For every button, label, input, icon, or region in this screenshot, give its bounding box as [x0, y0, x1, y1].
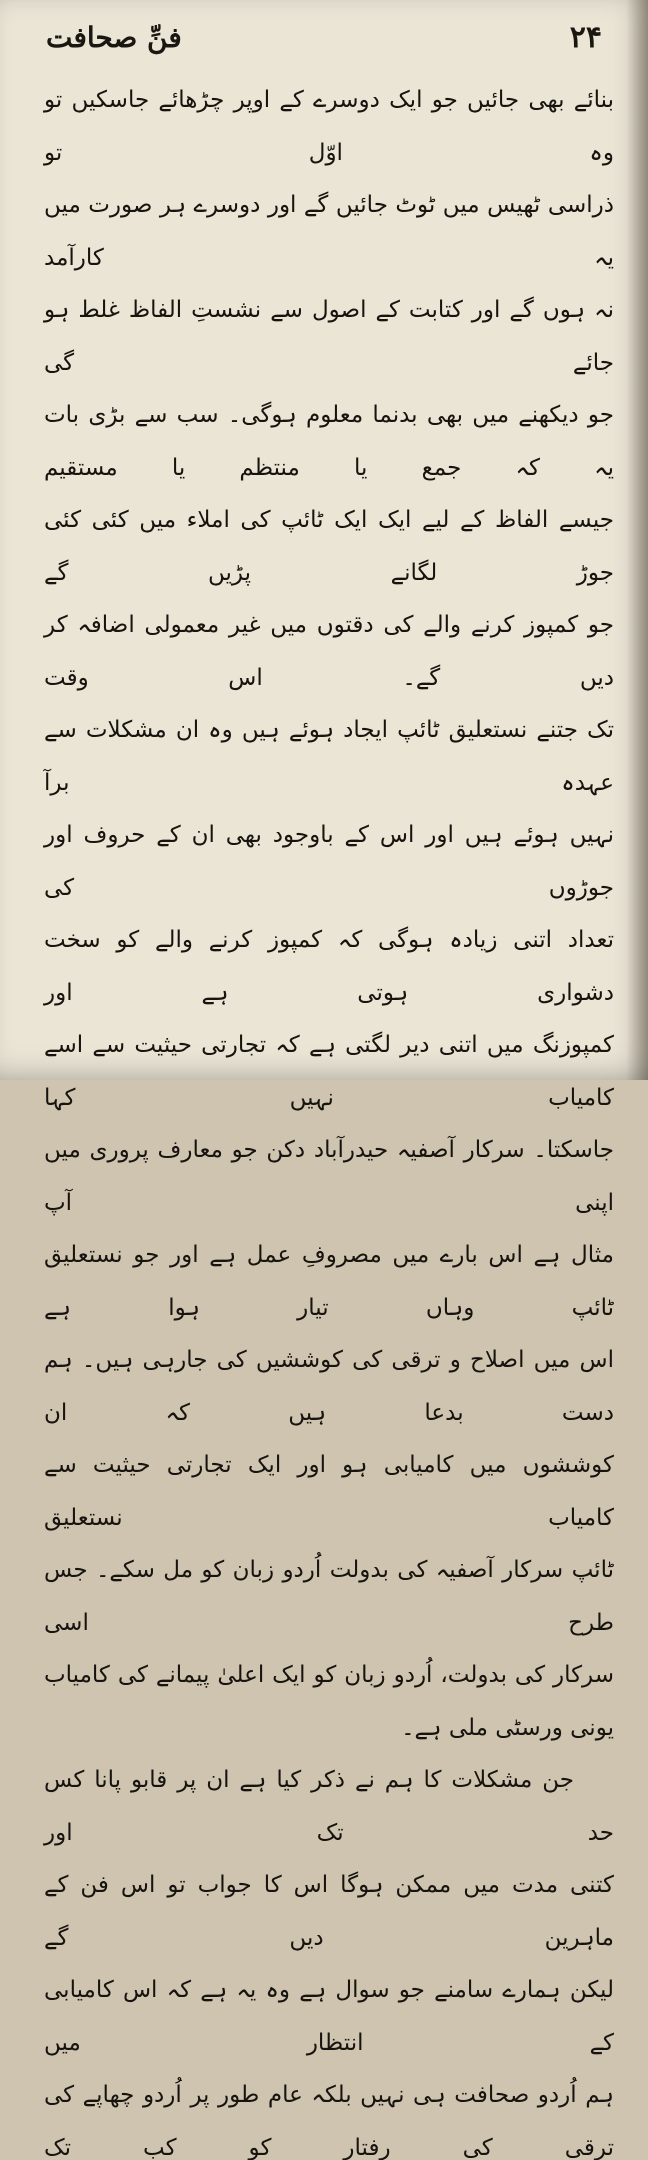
- body-text: [44, 74, 614, 2160]
- page-header: [36, 18, 612, 58]
- running-title: فنِّ صحافت: [46, 21, 182, 54]
- text-line: کمپوزنگ میں اتنی دیر لگتی ہے کہ تجارتی حیثیت سے اسے کامیاب نہیں کہا: [44, 1032, 614, 1111]
- text-line: ہم اُردو صحافت ہی نہیں بلکہ عام طور پر اُردو چھاپے کی ترقی کی رفتار کو کب تک: [44, 2082, 614, 2160]
- page-number: ۲۴: [569, 20, 602, 55]
- text-line: کوششوں میں کامیابی ہو اور ایک تجارتی حیثیت سے کامیاب نستعلیق: [44, 1452, 614, 1531]
- text-line: لیکن ہمارے سامنے جو سوال ہے وہ یہ ہے کہ اس کامیابی کے انتظار میں: [44, 1977, 614, 2056]
- text-line: نہیں ہوئے ہیں اور اس کے باوجود بھی ان کے حروف اور جوڑوں کی: [44, 822, 614, 901]
- text-line: مثال ہے اس بارے میں مصروفِ عمل ہے اور جو نستعلیق ٹائپ وہاں تیار ہوا ہے: [44, 1242, 614, 1321]
- text-line: جیسے الفاظ کے لیے ایک ایک ٹائپ کی املاء میں کئی کئی جوڑ لگانے پڑیں گے: [44, 507, 614, 586]
- page-edge-shadow: [626, 0, 648, 1080]
- text-line: جن مشکلات کا ہم نے ذکر کیا ہے ان پر قابو پانا کس حد تک اور: [44, 1767, 614, 1846]
- text-line-last: یونی ورسٹی ملی ہے۔: [401, 1714, 614, 1741]
- text-line: ٹائپ سرکار آصفیہ کی بدولت اُردو زبان کو مل سکے۔ جس طرح اسی: [44, 1557, 614, 1636]
- text-line: ذراسی ٹھیس میں ٹوٹ جائیں گے اور دوسرے ہر صورت میں یہ کارآمد: [44, 192, 614, 271]
- text-line: جاسکتا۔ سرکار آصفیہ حیدرآباد دکن جو معارف پروری میں اپنی آپ: [44, 1137, 614, 1216]
- text-line: اس میں اصلاح و ترقی کی کوششیں کی جارہی ہیں۔ ہم دست بدعا ہیں کہ ان: [44, 1347, 614, 1426]
- text-line: نہ ہوں گے اور کتابت کے اصول سے نشستِ الفاظ غلط ہو جائے گی: [44, 297, 614, 376]
- text-line: سرکار کی بدولت، اُردو زبان کو ایک اعلیٰ پیمانے کی کامیاب: [44, 1662, 614, 1688]
- text-line: جو کمپوز کرنے والے کی دقتوں میں غیر معمولی اضافہ کر دیں گے۔ اس وقت: [44, 612, 614, 691]
- text-line: تعداد اتنی زیادہ ہوگی کہ کمپوز کرنے والے کو سخت دشواری ہوتی ہے اور: [44, 927, 614, 1006]
- text-line: بنائے بھی جائیں جو ایک دوسرے کے اوپر چڑھائے جاسکیں تو وہ اوّل تو: [44, 87, 614, 166]
- text-line: تک جتنے نستعلیق ٹائپ ایجاد ہوئے ہیں وہ ان مشکلات سے عہدہ برآ: [44, 717, 614, 796]
- text-line: کتنی مدت میں ممکن ہوگا اس کا جواب تو اس فن کے ماہرین دیں گے: [44, 1872, 614, 1951]
- text-line: جو دیکھنے میں بھی بدنما معلوم ہوگی۔ سب سے بڑی بات یہ کہ جمع یا منتظم یا مستقیم: [44, 402, 614, 481]
